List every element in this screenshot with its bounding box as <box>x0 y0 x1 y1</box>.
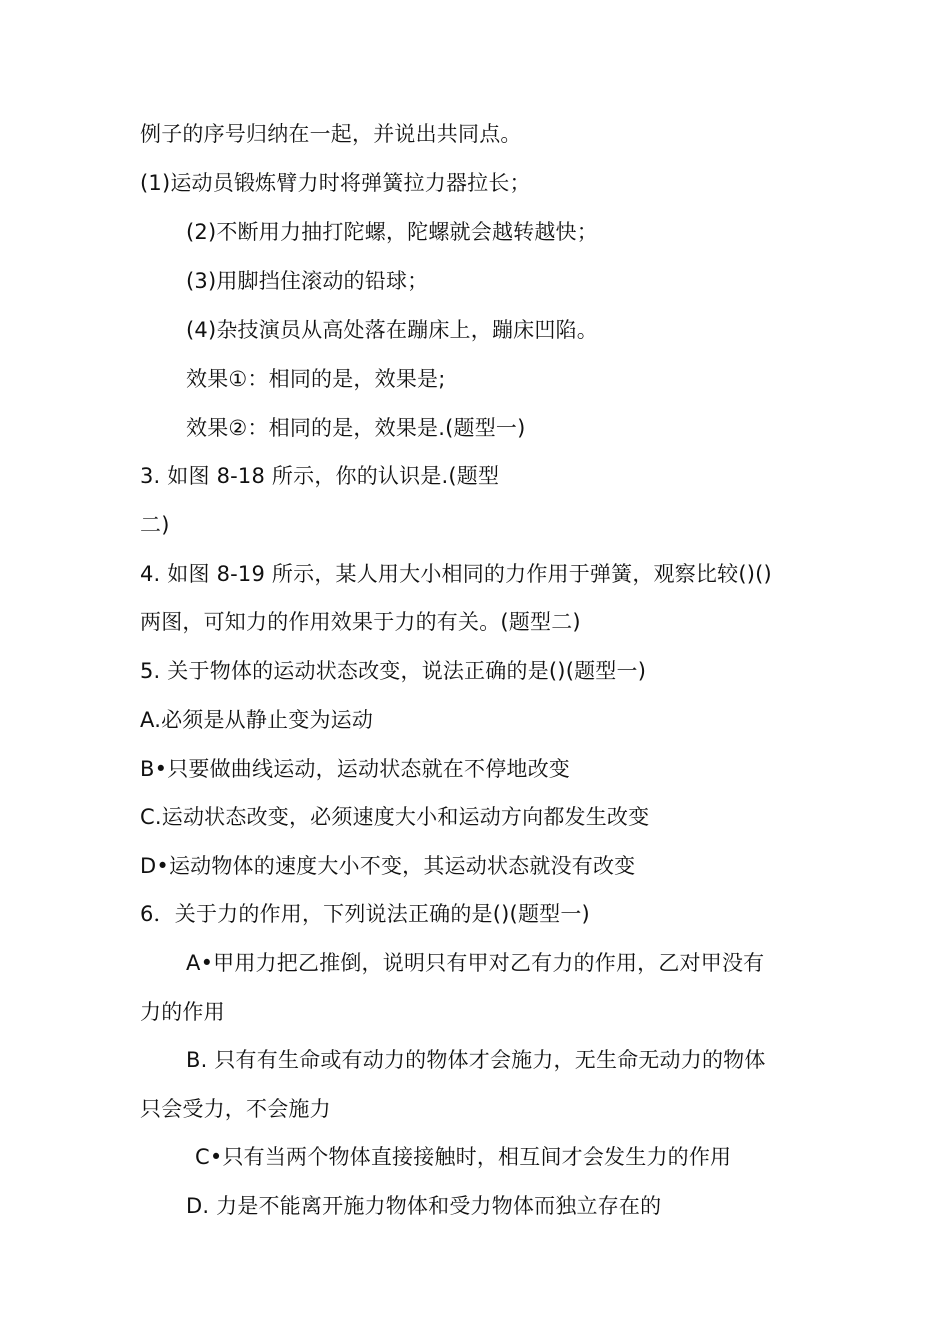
option-6c: C•只有当两个物体直接接触时，相互间才会发生力的作用 <box>195 1145 732 1169</box>
question-5: 5. 关于物体的运动状态改变，说法正确的是()(题型一) <box>140 659 647 683</box>
question-4: 4. 如图 8-19 所示，某人用大小相同的力作用于弹簧，观察比较()() <box>140 562 772 586</box>
option-6b: B. 只有有生命或有动力的物体才会施力，无生命无动力的物体 <box>186 1048 766 1072</box>
option-5b: B•只要做曲线运动，运动状态就在不停地改变 <box>140 757 570 781</box>
question-3: 3. 如图 8-18 所示，你的认识是.(题型 <box>140 464 500 488</box>
question-6: 6．关于力的作用，下列说法正确的是()(题型一) <box>140 902 590 926</box>
option-6d: D. 力是不能离开施力物体和受力物体而独立存在的 <box>186 1194 662 1218</box>
text-line-3: (2)不断用力抽打陀螺，陀螺就会越转越快； <box>186 220 598 244</box>
option-6a: A•甲用力把乙推倒，说明只有甲对乙有力的作用，乙对甲没有 <box>186 951 765 975</box>
text-line-5: (4)杂技演员从高处落在蹦床上，蹦床凹陷。 <box>186 318 598 342</box>
option-6a-cont: 力的作用 <box>140 1000 225 1024</box>
option-5a: A.必须是从静止变为运动 <box>140 708 374 732</box>
text-line-2: (1)运动员锻炼臂力时将弹簧拉力器拉长； <box>140 171 531 195</box>
option-6b-cont: 只会受力，不会施力 <box>140 1097 331 1121</box>
text-line-6: 效果①：相同的是，效果是; <box>186 367 446 391</box>
text-line-4: (3)用脚挡住滚动的铅球； <box>186 269 429 293</box>
option-5c: C.运动状态改变，必须速度大小和运动方向都发生改变 <box>140 805 650 829</box>
option-5d: D•运动物体的速度大小不变，其运动状态就没有改变 <box>140 854 636 878</box>
text-line-9: 二) <box>140 513 170 537</box>
text-line-7: 效果②：相同的是，效果是.(题型一) <box>186 416 526 440</box>
text-line-11: 两图，可知力的作用效果于力的有关。(题型二) <box>140 610 581 634</box>
text-line-1: 例子的序号归纳在一起，并说出共同点。 <box>140 122 522 146</box>
